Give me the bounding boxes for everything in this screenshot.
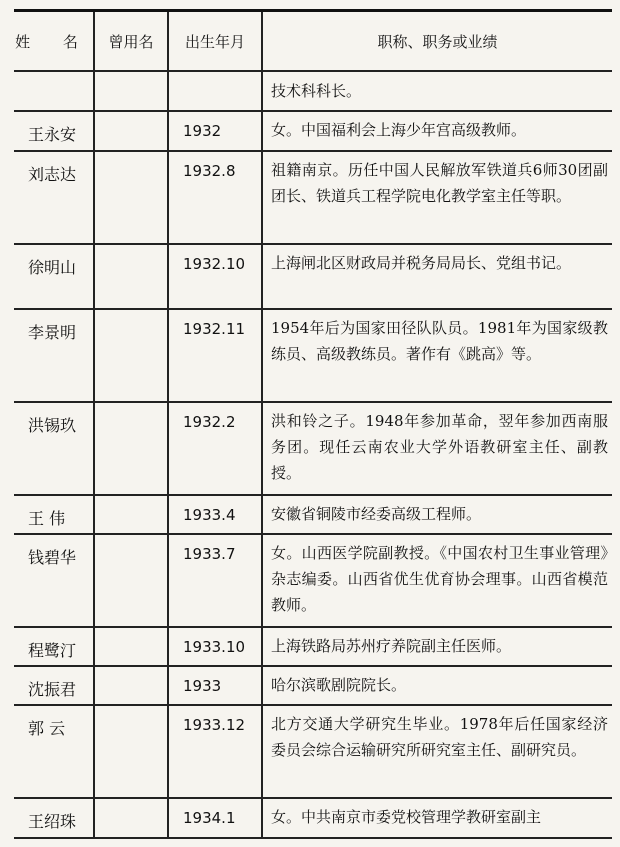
table-row xyxy=(14,71,612,111)
row-notes: 1954年后为国家田径队队员。1981年为国家级教练员、高级教练员。著作有《跳高》等。 xyxy=(262,309,612,402)
row-birth-date: 1932.10 xyxy=(168,244,262,309)
row-former-name xyxy=(94,666,168,705)
header-former-name: 曾用名 xyxy=(94,11,168,72)
row-name: 王绍珠 xyxy=(14,798,94,838)
table-row xyxy=(14,705,612,798)
row-notes: 北方交通大学研究生毕业。1978年后任国家经济委员会综合运输研究所研究室主任、副研究员。 xyxy=(262,705,612,798)
row-notes: 上海闸北区财政局并税务局局长、党组书记。 xyxy=(262,244,612,309)
row-notes: 女。中国福利会上海少年宫高级教师。 xyxy=(262,111,612,151)
table-row xyxy=(14,244,612,309)
row-former-name xyxy=(94,402,168,495)
row-birth-date: 1933.7 xyxy=(168,534,262,627)
table-row xyxy=(14,534,612,627)
row-former-name xyxy=(94,111,168,151)
table-row xyxy=(14,627,612,666)
row-name: 洪锡玖 xyxy=(14,402,94,495)
row-former-name xyxy=(94,627,168,666)
row-birth-date: 1934.1 xyxy=(168,798,262,838)
row-birth-date: 1933.4 xyxy=(168,495,262,534)
row-former-name xyxy=(94,309,168,402)
row-name xyxy=(14,71,94,111)
row-notes: 上海铁路局苏州疗养院副主任医师。 xyxy=(262,627,612,666)
row-name: 钱碧华 xyxy=(14,534,94,627)
row-former-name xyxy=(94,798,168,838)
row-name: 沈振君 xyxy=(14,666,94,705)
table-row xyxy=(14,666,612,705)
row-notes: 技术科科长。 xyxy=(262,71,612,111)
row-birth-date: 1933 xyxy=(168,666,262,705)
row-former-name xyxy=(94,151,168,244)
biography-table xyxy=(14,9,612,839)
row-name: 王 伟 xyxy=(14,495,94,534)
row-former-name xyxy=(94,244,168,309)
row-name: 王永安 xyxy=(14,111,94,151)
table-row xyxy=(14,798,612,838)
row-notes: 哈尔滨歌剧院院长。 xyxy=(262,666,612,705)
row-birth-date xyxy=(168,71,262,111)
table-row xyxy=(14,309,612,402)
row-former-name xyxy=(94,71,168,111)
row-notes: 女。中共南京市委党校管理学教研室副主 xyxy=(262,798,612,838)
row-name: 刘志达 xyxy=(14,151,94,244)
table-row xyxy=(14,495,612,534)
row-name: 郭 云 xyxy=(14,705,94,798)
row-birth-date: 1932.11 xyxy=(168,309,262,402)
header-notes: 职称、职务或业绩 xyxy=(262,11,612,72)
row-birth-date: 1933.10 xyxy=(168,627,262,666)
table-row xyxy=(14,402,612,495)
row-name: 徐明山 xyxy=(14,244,94,309)
row-notes: 洪和铃之子。1948年参加革命，翌年参加西南服务团。现任云南农业大学外语教研室主任、副教授。 xyxy=(262,402,612,495)
row-name: 程鹭汀 xyxy=(14,627,94,666)
row-notes: 安徽省铜陵市经委高级工程师。 xyxy=(262,495,612,534)
table-row xyxy=(14,151,612,244)
table-header-row xyxy=(14,11,612,72)
row-birth-date: 1932 xyxy=(168,111,262,151)
row-birth-date: 1932.8 xyxy=(168,151,262,244)
row-former-name xyxy=(94,534,168,627)
row-former-name xyxy=(94,705,168,798)
header-birth-date: 出生年月 xyxy=(168,11,262,72)
header-name: 姓 名 xyxy=(14,11,94,72)
row-birth-date: 1933.12 xyxy=(168,705,262,798)
row-birth-date: 1932.2 xyxy=(168,402,262,495)
row-former-name xyxy=(94,495,168,534)
row-name: 李景明 xyxy=(14,309,94,402)
table-row xyxy=(14,111,612,151)
row-notes: 祖籍南京。历任中国人民解放军铁道兵6师30团副团长、铁道兵工程学院电化教学室主任等职。 xyxy=(262,151,612,244)
row-notes: 女。山西医学院副教授。《中国农村卫生事业管理》杂志编委。山西省优生优育协会理事。山西省模范教师。 xyxy=(262,534,612,627)
